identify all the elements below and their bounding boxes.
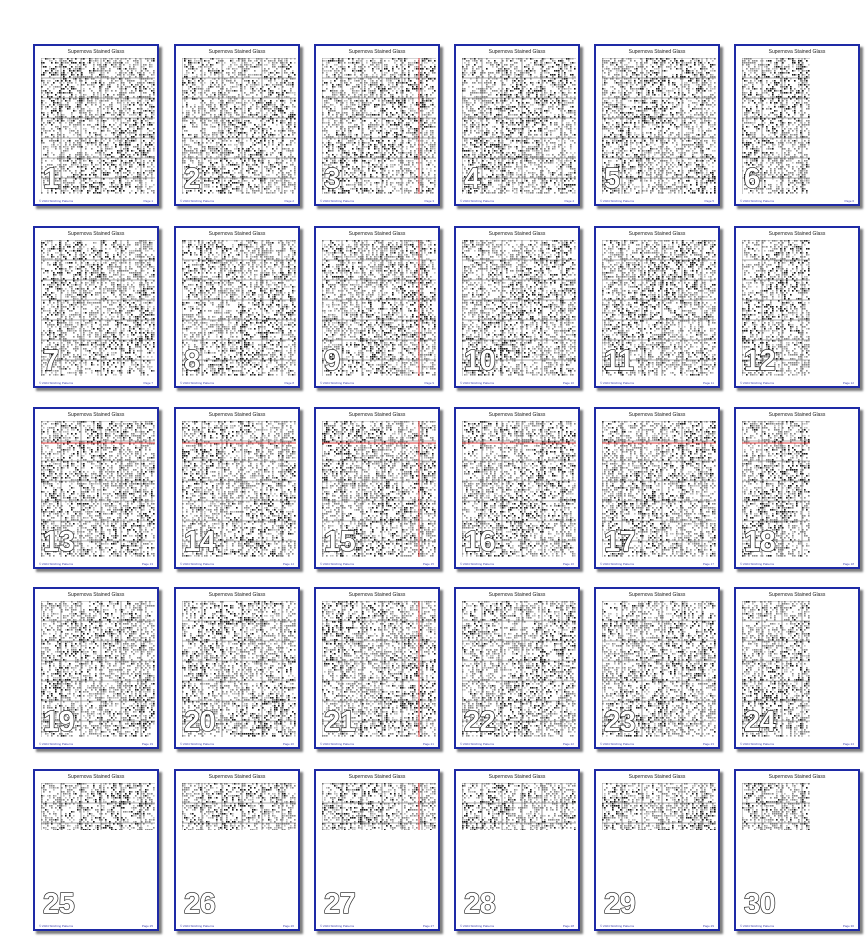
page-footer-copyright: © 2024 Stitching Patterns xyxy=(600,742,634,746)
page-title: Supernova Stained Glass xyxy=(736,591,858,599)
page-number-label: 28 xyxy=(464,889,495,919)
chart-page-thumbnail[interactable] xyxy=(314,44,440,206)
page-footer-copyright: © 2024 Stitching Patterns xyxy=(320,742,354,746)
page-footer-copyright: © 2024 Stitching Patterns xyxy=(320,381,354,385)
chart-page-thumbnail[interactable] xyxy=(314,769,440,931)
page-number-label: 20 xyxy=(184,707,215,737)
page-number-label: 7 xyxy=(43,346,59,376)
chart-page-thumbnail[interactable] xyxy=(33,587,159,749)
page-number-label: 12 xyxy=(744,346,775,376)
chart-page-thumbnail[interactable] xyxy=(314,407,440,569)
page-footer-page-number: Page 19 xyxy=(142,742,153,746)
chart-page-thumbnail[interactable] xyxy=(734,769,860,931)
stitch-grid xyxy=(322,783,436,830)
page-title: Supernova Stained Glass xyxy=(456,591,578,599)
stitch-grid xyxy=(742,783,810,830)
chart-page-thumbnail[interactable] xyxy=(33,44,159,206)
chart-page-thumbnail[interactable] xyxy=(594,587,720,749)
page-footer-copyright: © 2024 Stitching Patterns xyxy=(39,742,73,746)
page-footer-copyright: © 2024 Stitching Patterns xyxy=(460,742,494,746)
page-title: Supernova Stained Glass xyxy=(736,230,858,238)
page-number-label: 13 xyxy=(43,527,74,557)
page-title: Supernova Stained Glass xyxy=(456,411,578,419)
page-footer-copyright: © 2024 Stitching Patterns xyxy=(600,924,634,928)
chart-page-thumbnail[interactable] xyxy=(454,769,580,931)
page-number-label: 8 xyxy=(184,346,200,376)
page-title: Supernova Stained Glass xyxy=(316,591,438,599)
page-footer-page-number: Page 13 xyxy=(142,562,153,566)
page-title: Supernova Stained Glass xyxy=(176,230,298,238)
page-footer-page-number: Page 18 xyxy=(843,562,854,566)
chart-page-thumbnail[interactable] xyxy=(174,587,300,749)
page-title: Supernova Stained Glass xyxy=(596,591,718,599)
page-title: Supernova Stained Glass xyxy=(176,591,298,599)
page-footer-page-number: Page 22 xyxy=(563,742,574,746)
page-number-label: 23 xyxy=(604,707,635,737)
stitch-grid xyxy=(602,783,716,830)
page-footer-copyright: © 2024 Stitching Patterns xyxy=(180,562,214,566)
page-title: Supernova Stained Glass xyxy=(176,48,298,56)
page-footer-page-number: Page 25 xyxy=(142,924,153,928)
page-number-label: 30 xyxy=(744,889,775,919)
chart-page-thumbnail[interactable] xyxy=(454,226,580,388)
page-number-label: 6 xyxy=(744,164,760,194)
page-title: Supernova Stained Glass xyxy=(35,591,157,599)
page-footer-page-number: Page 5 xyxy=(704,199,714,203)
page-title: Supernova Stained Glass xyxy=(596,230,718,238)
chart-page-thumbnail[interactable] xyxy=(174,407,300,569)
page-footer-copyright: © 2024 Stitching Patterns xyxy=(460,924,494,928)
page-number-label: 15 xyxy=(324,527,355,557)
page-footer-copyright: © 2024 Stitching Patterns xyxy=(180,199,214,203)
page-number-label: 2 xyxy=(184,164,200,194)
chart-page-thumbnail[interactable] xyxy=(33,407,159,569)
page-title: Supernova Stained Glass xyxy=(316,411,438,419)
page-footer-page-number: Page 2 xyxy=(284,199,294,203)
page-number-label: 10 xyxy=(464,346,495,376)
page-title: Supernova Stained Glass xyxy=(596,773,718,781)
page-footer-page-number: Page 30 xyxy=(843,924,854,928)
page-number-label: 27 xyxy=(324,889,355,919)
chart-page-thumbnail[interactable] xyxy=(174,44,300,206)
page-footer-page-number: Page 12 xyxy=(843,381,854,385)
page-footer-copyright: © 2024 Stitching Patterns xyxy=(39,562,73,566)
page-title: Supernova Stained Glass xyxy=(736,411,858,419)
page-footer-copyright: © 2024 Stitching Patterns xyxy=(600,199,634,203)
page-footer-page-number: Page 7 xyxy=(143,381,153,385)
page-number-label: 4 xyxy=(464,164,480,194)
page-number-label: 3 xyxy=(324,164,340,194)
page-title: Supernova Stained Glass xyxy=(176,411,298,419)
page-number-label: 21 xyxy=(324,707,355,737)
page-title: Supernova Stained Glass xyxy=(316,48,438,56)
page-number-label: 19 xyxy=(43,707,74,737)
page-title: Supernova Stained Glass xyxy=(35,48,157,56)
page-footer-copyright: © 2024 Stitching Patterns xyxy=(320,199,354,203)
page-footer-copyright: © 2024 Stitching Patterns xyxy=(180,381,214,385)
page-title: Supernova Stained Glass xyxy=(35,230,157,238)
page-title: Supernova Stained Glass xyxy=(176,773,298,781)
page-footer-page-number: Page 8 xyxy=(284,381,294,385)
page-footer-page-number: Page 3 xyxy=(424,199,434,203)
page-number-label: 5 xyxy=(604,164,620,194)
page-number-label: 18 xyxy=(744,527,775,557)
chart-page-thumbnail[interactable] xyxy=(734,587,860,749)
page-footer-page-number: Page 23 xyxy=(703,742,714,746)
page-footer-page-number: Page 20 xyxy=(283,742,294,746)
page-footer-copyright: © 2024 Stitching Patterns xyxy=(39,199,73,203)
page-number-label: 24 xyxy=(744,707,775,737)
chart-page-thumbnail[interactable] xyxy=(594,226,720,388)
page-footer-page-number: Page 27 xyxy=(423,924,434,928)
page-title: Supernova Stained Glass xyxy=(456,230,578,238)
page-number-label: 1 xyxy=(43,164,59,194)
page-title: Supernova Stained Glass xyxy=(316,773,438,781)
chart-page-thumbnail[interactable] xyxy=(734,44,860,206)
page-number-label: 9 xyxy=(324,346,340,376)
page-footer-page-number: Page 15 xyxy=(423,562,434,566)
page-footer-page-number: Page 10 xyxy=(563,381,574,385)
chart-page-thumbnail[interactable] xyxy=(174,226,300,388)
page-title: Supernova Stained Glass xyxy=(596,48,718,56)
chart-page-thumbnail[interactable] xyxy=(33,226,159,388)
chart-page-thumbnail[interactable] xyxy=(594,44,720,206)
page-title: Supernova Stained Glass xyxy=(736,48,858,56)
page-number-label: 29 xyxy=(604,889,635,919)
page-footer-copyright: © 2024 Stitching Patterns xyxy=(180,924,214,928)
page-footer-copyright: © 2024 Stitching Patterns xyxy=(740,562,774,566)
page-footer-copyright: © 2024 Stitching Patterns xyxy=(320,924,354,928)
chart-page-thumbnail[interactable] xyxy=(734,226,860,388)
page-footer-page-number: Page 21 xyxy=(423,742,434,746)
page-title: Supernova Stained Glass xyxy=(35,773,157,781)
page-footer-copyright: © 2024 Stitching Patterns xyxy=(39,381,73,385)
page-footer-copyright: © 2024 Stitching Patterns xyxy=(39,924,73,928)
page-footer-page-number: Page 17 xyxy=(703,562,714,566)
page-footer-copyright: © 2024 Stitching Patterns xyxy=(740,924,774,928)
page-number-label: 26 xyxy=(184,889,215,919)
page-footer-page-number: Page 24 xyxy=(843,742,854,746)
page-footer-copyright: © 2024 Stitching Patterns xyxy=(320,562,354,566)
chart-page-thumbnail[interactable] xyxy=(734,407,860,569)
chart-page-thumbnail[interactable] xyxy=(314,587,440,749)
chart-page-thumbnail[interactable] xyxy=(314,226,440,388)
page-title: Supernova Stained Glass xyxy=(35,411,157,419)
page-footer-copyright: © 2024 Stitching Patterns xyxy=(180,742,214,746)
page-number-label: 14 xyxy=(184,527,215,557)
chart-page-thumbnail[interactable] xyxy=(33,769,159,931)
page-footer-copyright: © 2024 Stitching Patterns xyxy=(600,562,634,566)
chart-page-thumbnail[interactable] xyxy=(174,769,300,931)
page-title: Supernova Stained Glass xyxy=(316,230,438,238)
page-footer-page-number: Page 1 xyxy=(143,199,153,203)
page-footer-page-number: Page 9 xyxy=(424,381,434,385)
page-footer-page-number: Page 28 xyxy=(563,924,574,928)
page-title: Supernova Stained Glass xyxy=(736,773,858,781)
page-footer-copyright: © 2024 Stitching Patterns xyxy=(600,381,634,385)
page-footer-page-number: Page 14 xyxy=(283,562,294,566)
chart-page-thumbnail[interactable] xyxy=(594,407,720,569)
page-number-label: 11 xyxy=(604,346,634,376)
chart-page-thumbnail[interactable] xyxy=(594,769,720,931)
page-footer-page-number: Page 16 xyxy=(563,562,574,566)
stitch-grid xyxy=(462,783,576,830)
page-title: Supernova Stained Glass xyxy=(456,48,578,56)
page-title: Supernova Stained Glass xyxy=(596,411,718,419)
page-footer-page-number: Page 6 xyxy=(844,199,854,203)
page-footer-page-number: Page 4 xyxy=(564,199,574,203)
page-number-label: 22 xyxy=(464,707,495,737)
page-footer-page-number: Page 26 xyxy=(283,924,294,928)
page-footer-copyright: © 2024 Stitching Patterns xyxy=(460,381,494,385)
page-footer-copyright: © 2024 Stitching Patterns xyxy=(460,562,494,566)
chart-page-thumbnail[interactable] xyxy=(454,587,580,749)
page-footer-copyright: © 2024 Stitching Patterns xyxy=(740,199,774,203)
page-footer-copyright: © 2024 Stitching Patterns xyxy=(460,199,494,203)
page-footer-copyright: © 2024 Stitching Patterns xyxy=(740,742,774,746)
page-number-label: 17 xyxy=(604,527,635,557)
chart-page-thumbnail[interactable] xyxy=(454,407,580,569)
page-number-label: 25 xyxy=(43,889,74,919)
page-number-label: 16 xyxy=(464,527,495,557)
page-title: Supernova Stained Glass xyxy=(456,773,578,781)
page-footer-page-number: Page 29 xyxy=(703,924,714,928)
stitch-grid xyxy=(182,783,296,830)
page-footer-copyright: © 2024 Stitching Patterns xyxy=(740,381,774,385)
page-footer-page-number: Page 11 xyxy=(703,381,714,385)
stitch-grid xyxy=(41,783,155,830)
chart-page-thumbnail[interactable] xyxy=(454,44,580,206)
